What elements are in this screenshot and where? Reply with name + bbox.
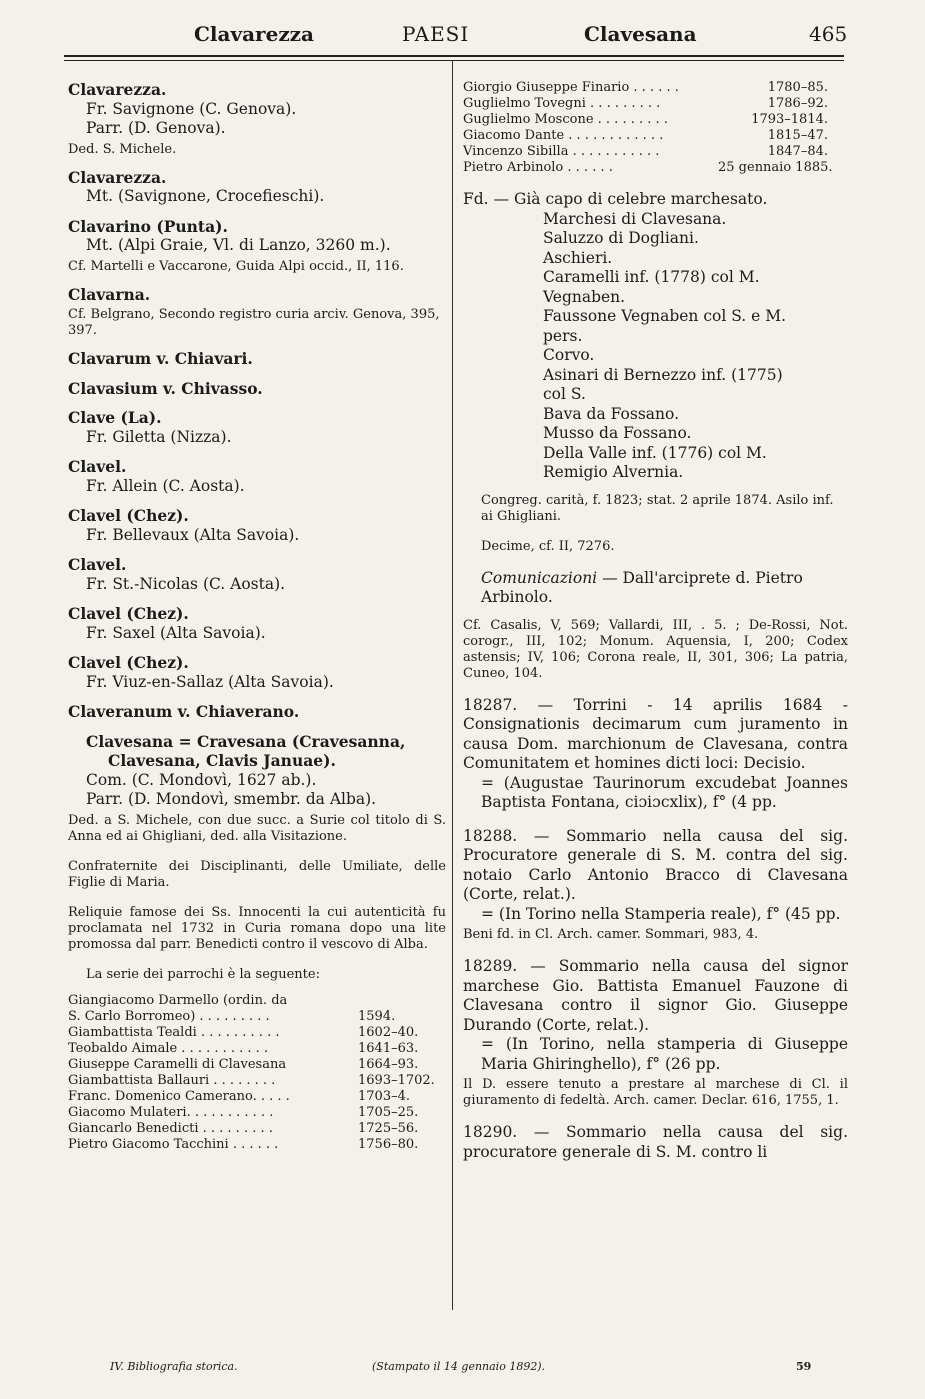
entry-line: Mt. (Savignone, Crocefieschi). (86, 187, 325, 205)
record-18288-imprint: = (In Torino nella Stamperia reale), f° (45 pp. (481, 904, 841, 923)
entry-title: Clavarezza. (68, 167, 167, 187)
comunicazioni-label: Comunicazioni (481, 568, 598, 587)
congregazione-note: Congreg. carità, f. 1823; stat. 2 aprile 1874. Asilo inf. ai Ghigliani. (481, 492, 834, 524)
parroco-date (358, 993, 446, 1009)
parroco-row (463, 96, 848, 112)
record-18287: 18287. — Torrini - 14 aprilis 1684 - Consignationis decimarum cum juramento in causa Dom. marchionum de Clavesana, contra Comunitatem et homines dicti loci: Decisio. (463, 695, 848, 772)
entry-line: Mt. (Alpi Graie, Vl. di Lanzo, 3260 m.). (86, 236, 391, 254)
entry-title: Clavarum v. Chiavari. (68, 349, 253, 368)
record-18287-imprint: = (Augustae Taurinorum excudebat Joannes Baptista Fontana, ciɔiɔcxlix), f° (4 pp. (481, 773, 848, 811)
parroco-date: 1780–85. (767, 80, 828, 95)
parroci-list-cont (463, 80, 848, 176)
parroco-date: 1756–80. (358, 1136, 419, 1152)
record-18289-note: Il D. essere tenuto a prestare al marchese di Cl. il giuramento di fedeltà. Arch. camer. Declar. 616, 1755, 1. (463, 1077, 848, 1108)
parroco-name: Franc. Domenico Camerano. . . . . (68, 1088, 290, 1104)
entry-line: Parr. (D. Mondovì, smembr. da Alba). (86, 790, 377, 808)
entry-note: Ded. a S. Michele, con due succ. a Surie col titolo di S. Anna ed ai Ghigliani, ded. alla Visitazione. (68, 812, 446, 844)
parroco-date: 1594. (358, 1008, 396, 1024)
entry-line: Parr. (D. Genova). (86, 119, 226, 137)
parroco-date: 1664–93. (358, 1056, 419, 1072)
entry-title: Clavasium v. Chivasso. (68, 378, 263, 398)
parroco-row (68, 993, 446, 1009)
parroco-row (68, 1121, 446, 1137)
entry-title: Clavesana = Cravesana (Cravesanna, Clavesana, Clavis Januae). (86, 731, 406, 770)
feudo-item: Corvo. (543, 346, 595, 364)
parroco-row (68, 1105, 446, 1121)
entry-line: Com. (C. Mondovì, 1627 ab.). (86, 770, 317, 789)
parroco-row (68, 1009, 446, 1025)
feudo-item: Della Valle inf. (1776) col M. (543, 443, 767, 462)
feudo-item: Marchesi di Clavesana. (543, 209, 727, 228)
feudo-item: Vegnaben. (543, 287, 626, 306)
entry-note: Ded. S. Michele. (68, 141, 177, 157)
header-section: PAESI (402, 22, 470, 46)
feudo-item: Musso da Fossano. (543, 424, 692, 442)
entry-line: Fr. Bellevaux (Alta Savoia). (86, 525, 300, 544)
entry-line: Fr. Giletta (Nizza). (86, 427, 232, 446)
entry-title: Clavel. (68, 555, 127, 574)
left-column (68, 80, 446, 1153)
parroco-date: 1705–25. (358, 1104, 419, 1120)
parroco-name: Giacomo Dante . . . . . . . . . . . . (463, 128, 664, 143)
entry-title: Clavel. (68, 457, 127, 476)
entry-title: Clavel (Chez). (68, 506, 189, 525)
feudo-item: Asinari di Bernezzo inf. (1775) col S. (543, 365, 783, 403)
entry-title: Claveranum v. Chiaverano. (68, 702, 300, 721)
entry-note: Cf. Martelli e Vaccarone, Guida Alpi occid., II, 116. (68, 258, 404, 274)
parroco-date: 1847–84. (767, 144, 828, 159)
entry-line: Fr. Saxel (Alta Savoia). (86, 623, 266, 642)
parroco-row (68, 1137, 446, 1153)
entry-line: Fr. Viuz-en-Sallaz (Alta Savoia). (86, 672, 334, 691)
parroco-row (463, 112, 848, 128)
parroco-row (463, 80, 848, 96)
record-18289-imprint: = (In Torino, nella stamperia di Giuseppe Maria Ghiringhello), f° (26 pp. (481, 1035, 848, 1073)
parroco-date: 1815–47. (767, 128, 828, 143)
parroco-name: Giancarlo Benedicti . . . . . . . . . (68, 1120, 273, 1136)
footer-signature: 59 (796, 1360, 812, 1373)
parroco-name: Giacomo Mulateri. . . . . . . . . . . (68, 1104, 274, 1120)
feudo-item: Remigio Alvernia. (543, 463, 684, 481)
feudo-item: Faussone Vegnaben col S. e M. pers. (543, 307, 787, 345)
parroco-name: Teobaldo Aimale . . . . . . . . . . . (68, 1040, 269, 1056)
decime-note: Decime, cf. II, 7276. (481, 538, 615, 554)
parroco-date: 1602–40. (358, 1024, 419, 1040)
feudi-list (463, 210, 808, 483)
parroco-date: 1693–1702. (358, 1072, 435, 1088)
parroco-name: Guglielmo Moscone . . . . . . . . . (463, 112, 668, 127)
entry-title: Clavarino (Punta). (68, 216, 228, 236)
parroco-row (68, 1057, 446, 1073)
parroco-name: Giangiacomo Darmello (ordin. da (68, 992, 288, 1008)
parroco-name: S. Carlo Borromeo) . . . . . . . . . (68, 1008, 270, 1024)
feudo-item: Aschieri. (543, 248, 613, 267)
entry-note: Confraternite dei Disciplinanti, delle Umiliate, delle Figlie di Maria. (68, 858, 446, 890)
feudo-item: Caramelli inf. (1778) col M. (543, 268, 760, 286)
parroco-date: 1703–4. (358, 1088, 410, 1104)
bibliography-note: Cf. Casalis, V, 569; Vallardi, III, . 5. ; De-Rossi, Not. corogr., III, 102; Monum. Aquensia, I, 200; Codex astensis; IV, 106; Corona reale, II, 301, 306; La patria, Cuneo, 104. (463, 617, 848, 681)
parroco-row (68, 1041, 446, 1057)
entry-note: Cf. Belgrano, Secondo registro curia arciv. Genova, 395, 397. (68, 307, 440, 338)
page-number: 465 (809, 22, 848, 46)
header-left-term: Clavarezza (194, 22, 314, 46)
parroco-date: 1786–92. (767, 96, 828, 111)
parroci-list (68, 993, 446, 1153)
column-divider (452, 60, 453, 1310)
entry-title: Clavarezza. (68, 80, 167, 99)
feudo-item: Bava da Fossano. (543, 404, 680, 423)
record-18288: 18288. — Sommario nella causa del sig. Procuratore generale di S. M. contra del sig. notaio Carlo Antonio Bracco di Clavesana (Corte, relat.). (463, 826, 848, 903)
right-column (463, 80, 848, 1162)
parroco-name: Giorgio Giuseppe Finario . . . . . . (463, 80, 679, 95)
parroco-row (68, 1089, 446, 1105)
header-rule-thin (64, 60, 844, 61)
entry-note: Reliquie famose dei Ss. Innocenti la cui autenticità fu proclamata nel 1732 in Curia romana dopo una lite promossa dal parr. Benedicti contro il vescovo di Alba. (68, 904, 446, 952)
parroco-name: Giambattista Tealdi . . . . . . . . . . (68, 1024, 280, 1040)
footer-print-date: (Stampato il 14 gennaio 1892). (372, 1360, 546, 1373)
parroco-row (463, 144, 848, 160)
record-18290: 18290. — Sommario nella causa del sig. procuratore generale di S. M. contro li (463, 1123, 848, 1161)
parroco-row (463, 128, 848, 144)
parroco-name: Giambattista Ballauri . . . . . . . . (68, 1072, 276, 1088)
entry-title: Clave (La). (68, 408, 162, 427)
parroco-date: 1793–1814. (751, 112, 828, 127)
parroco-name: Vincenzo Sibilla . . . . . . . . . . . (463, 144, 660, 159)
parroco-row (68, 1073, 446, 1089)
entry-title: Clavel (Chez). (68, 653, 189, 672)
entry-note: La serie dei parrochi è la seguente: (86, 966, 320, 982)
comunicazioni (463, 569, 848, 608)
parroco-name: Pietro Arbinolo . . . . . . (463, 160, 613, 175)
entry-line: Fr. Savignone (C. Genova). (86, 99, 297, 118)
parroco-date: 1725–56. (358, 1120, 419, 1136)
entry-line: Fr. St.-Nicolas (C. Aosta). (86, 574, 286, 593)
record-18289: 18289. — Sommario nella causa del signor marchese Gio. Battista Emanuel Fauzone di Clavesana contro il signor Gio. Giuseppe Durando (Corte, relat.). (463, 957, 848, 1034)
parroco-name: Guglielmo Tovegni . . . . . . . . . (463, 96, 661, 111)
parroco-row (68, 1025, 446, 1041)
comunicazioni-text: — Dall'arciprete d. Pietro Arbinolo. (481, 568, 803, 606)
entry-title: Clavel (Chez). (68, 604, 189, 623)
parroco-row (463, 160, 848, 176)
parroco-name: Giuseppe Caramelli di Clavesana (68, 1056, 287, 1072)
running-header (64, 22, 848, 50)
parroco-date: 25 gennaio 1885. (718, 160, 833, 175)
parroco-date: 1641–63. (358, 1040, 419, 1056)
entry-title: Clavarna. (68, 284, 151, 304)
entry-line: Fr. Allein (C. Aosta). (86, 476, 245, 495)
record-18288-note: Beni fd. in Cl. Arch. camer. Sommari, 983, 4. (463, 927, 759, 942)
header-rule (64, 55, 844, 57)
parroco-name: Pietro Giacomo Tacchini . . . . . . (68, 1136, 279, 1152)
feudi-lead: Fd. — Già capo di celebre marchesato. (463, 190, 768, 208)
header-right-term: Clavesana (584, 22, 697, 46)
footer-section: IV. Bibliografia storica. (110, 1360, 238, 1373)
feudo-item: Saluzzo di Dogliani. (543, 229, 699, 247)
